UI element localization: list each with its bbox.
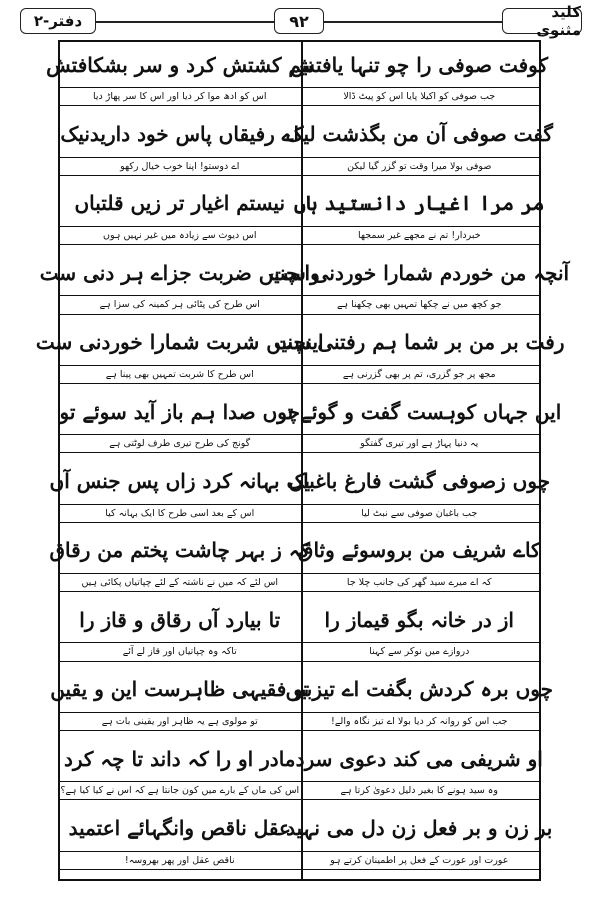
translation-second: اس کو ادھ موا کر دیا اور اس کا سر پھاڑ دیا bbox=[93, 91, 267, 103]
translation-second: گونج کی طرح تیری طرف لوٹتی ہے bbox=[109, 438, 251, 450]
translation-first: عورت اور عورت کے فعل پر اطمینان کرتے ہو bbox=[330, 854, 509, 866]
verse-first-hemistich: رفت بر من بر شما ہم رفتنی ست bbox=[273, 330, 565, 355]
translation-first: جب اس کو روانہ کر دیا بولا اے تیز نگاہ والے! bbox=[331, 715, 508, 727]
couplet-8 bbox=[49, 528, 541, 592]
translation-second: اس طرح کا شربت تمہیں بھی پینا ہے bbox=[105, 368, 254, 380]
translation-first: کہ اے میرے سید گھر کی جانب چلا جا bbox=[346, 577, 492, 589]
verse-second-hemistich: یک بہانہ کرد زاں پس جنس آں bbox=[49, 468, 310, 493]
verse-first-hemistich: کوفت صوفی را چو تنہا یافتش bbox=[290, 52, 548, 77]
couplet-9 bbox=[60, 597, 539, 661]
verse-second-hemistich: تا بیارد آں رقاق و قاز را bbox=[79, 607, 281, 632]
verse-second-hemistich: اینچنیں شربت شمارا خوردنی ست bbox=[35, 330, 324, 355]
page-header bbox=[0, 0, 600, 44]
page-number: ۹۲ bbox=[274, 8, 324, 34]
verse-first-hemistich: چوں زصوفی گشت فارغ باغباں bbox=[288, 468, 551, 493]
verse-first-hemistich: مر مرا اغیار دانستید ہاں bbox=[293, 191, 545, 216]
header-rule-left bbox=[96, 21, 274, 23]
couplet-2 bbox=[60, 111, 553, 175]
verse-first-hemistich: ایں جہاں کوہست گفت و گوئے تو bbox=[277, 399, 562, 424]
translation-second: اس دیوث سے زیادہ میں غیر نہیں ہوں bbox=[102, 230, 257, 242]
translation-first: جب صوفی کو اکیلا پایا اس کو پیٹ ڈالا bbox=[343, 91, 496, 103]
verse-first-hemistich: بر زن و بر فعل زن دل می نہید bbox=[286, 815, 553, 840]
translation-second: تو مولوی ہے یہ ظاہر اور یقینی بات ہے bbox=[101, 715, 258, 727]
verse-first-hemistich: گفت صوفی آن من بگذشت لیک bbox=[285, 121, 553, 146]
volume-label: دفتر-۲ bbox=[20, 8, 96, 34]
verse-first-hemistich: از در خانہ بگو قیماز را bbox=[324, 607, 514, 632]
verse-first-hemistich: او شریفی می کند دعوی سرد bbox=[295, 746, 543, 771]
translation-second: تاکہ وہ چپاتیاں اور قاز لے آئے bbox=[122, 646, 237, 658]
couplet-12 bbox=[60, 805, 553, 869]
translation-first: خبردار! تم نے مجھے غیر سمجھا bbox=[357, 230, 481, 242]
verse-first-hemistich: آنچہ من خوردم شمارا خوردنی ست bbox=[269, 260, 570, 285]
verse-table bbox=[35, 40, 570, 881]
verse-second-hemistich: کہ ز بہر چاشت پختم من رقاق bbox=[49, 538, 310, 563]
verse-first-hemistich: چوں برہ کردش بگفت اے تیزبیں bbox=[285, 677, 553, 702]
translation-first: دروازے میں نوکر سے کہنا bbox=[369, 646, 470, 658]
couplet-11 bbox=[60, 736, 543, 800]
translation-second: اس کی ماں کے بارے میں کون جانتا ہے کہ اس نے کیا کیا ہے؟ bbox=[60, 785, 300, 797]
translation-first: صوفی بولا میرا وقت تو گزر گیا لیکن bbox=[347, 160, 492, 172]
verse-second-hemistich: تو فقیہی ظاہرست این و یقیں bbox=[50, 677, 310, 702]
verse-second-hemistich: وانچنیں ضربت جزاے ہر دنی ست bbox=[39, 260, 320, 285]
couplet-5 bbox=[35, 320, 565, 384]
translation-second: اس کے بعد اسی طرح کا ایک بہانہ کیا bbox=[105, 507, 255, 519]
translation-second: اس لئے کہ میں نے ناشتہ کے لئے چپاتیاں پکائی ہیں bbox=[81, 577, 279, 589]
couplet-10 bbox=[50, 667, 553, 731]
verse-second-hemistich: نیم کشتش کرد و سر بشکافتش bbox=[46, 52, 314, 77]
book-title: کلید مثنوی bbox=[502, 8, 582, 34]
header-rule-right bbox=[324, 21, 502, 23]
couplet-3 bbox=[60, 181, 545, 245]
translation-second: ناقص عقل اور پھر بھروسہ! bbox=[124, 854, 235, 866]
verse-second-hemistich: عقل ناقص وانگہائے اعتمید bbox=[68, 815, 291, 840]
verse-second-hemistich: چوں صدا ہم باز آید سوئے تو bbox=[59, 399, 300, 424]
verse-second-hemistich: نیستم اغیار تر زیں قلتباں bbox=[74, 191, 286, 216]
translation-first: جو کچھ میں نے چکھا تمہیں بھی چکھنا ہے bbox=[336, 299, 502, 311]
translation-first: جب باغبان صوفی سے نبٹ لیا bbox=[361, 507, 478, 519]
verse-first-hemistich: کاے شریف من بروسوئے وثاق bbox=[297, 538, 541, 563]
couplet-1 bbox=[46, 42, 548, 106]
translation-second: اے دوستو! اپنا خوب خیال رکھو bbox=[120, 160, 240, 172]
verse-second-hemistich: مادر او را کہ داند تا چہ کرد bbox=[63, 746, 296, 771]
couplet-6 bbox=[59, 389, 562, 453]
couplet-7 bbox=[49, 458, 551, 522]
translation-first: یہ دنیا پہاڑ ہے اور تیری گفتگو bbox=[360, 438, 479, 450]
translation-second: اس طرح کی پٹائی ہر کمینہ کی سزا ہے bbox=[99, 299, 260, 311]
couplet-4 bbox=[39, 250, 570, 314]
translation-first: وہ سید ہونے کا بغیر دلیل دعویٰ کرتا ہے bbox=[340, 785, 498, 797]
translation-first: مجھ پر جو گزری، تم پر بھی گزرنی ہے bbox=[342, 368, 496, 380]
verse-second-hemistich: اے رفیقاں پاس خود داریدنیک bbox=[60, 121, 300, 146]
